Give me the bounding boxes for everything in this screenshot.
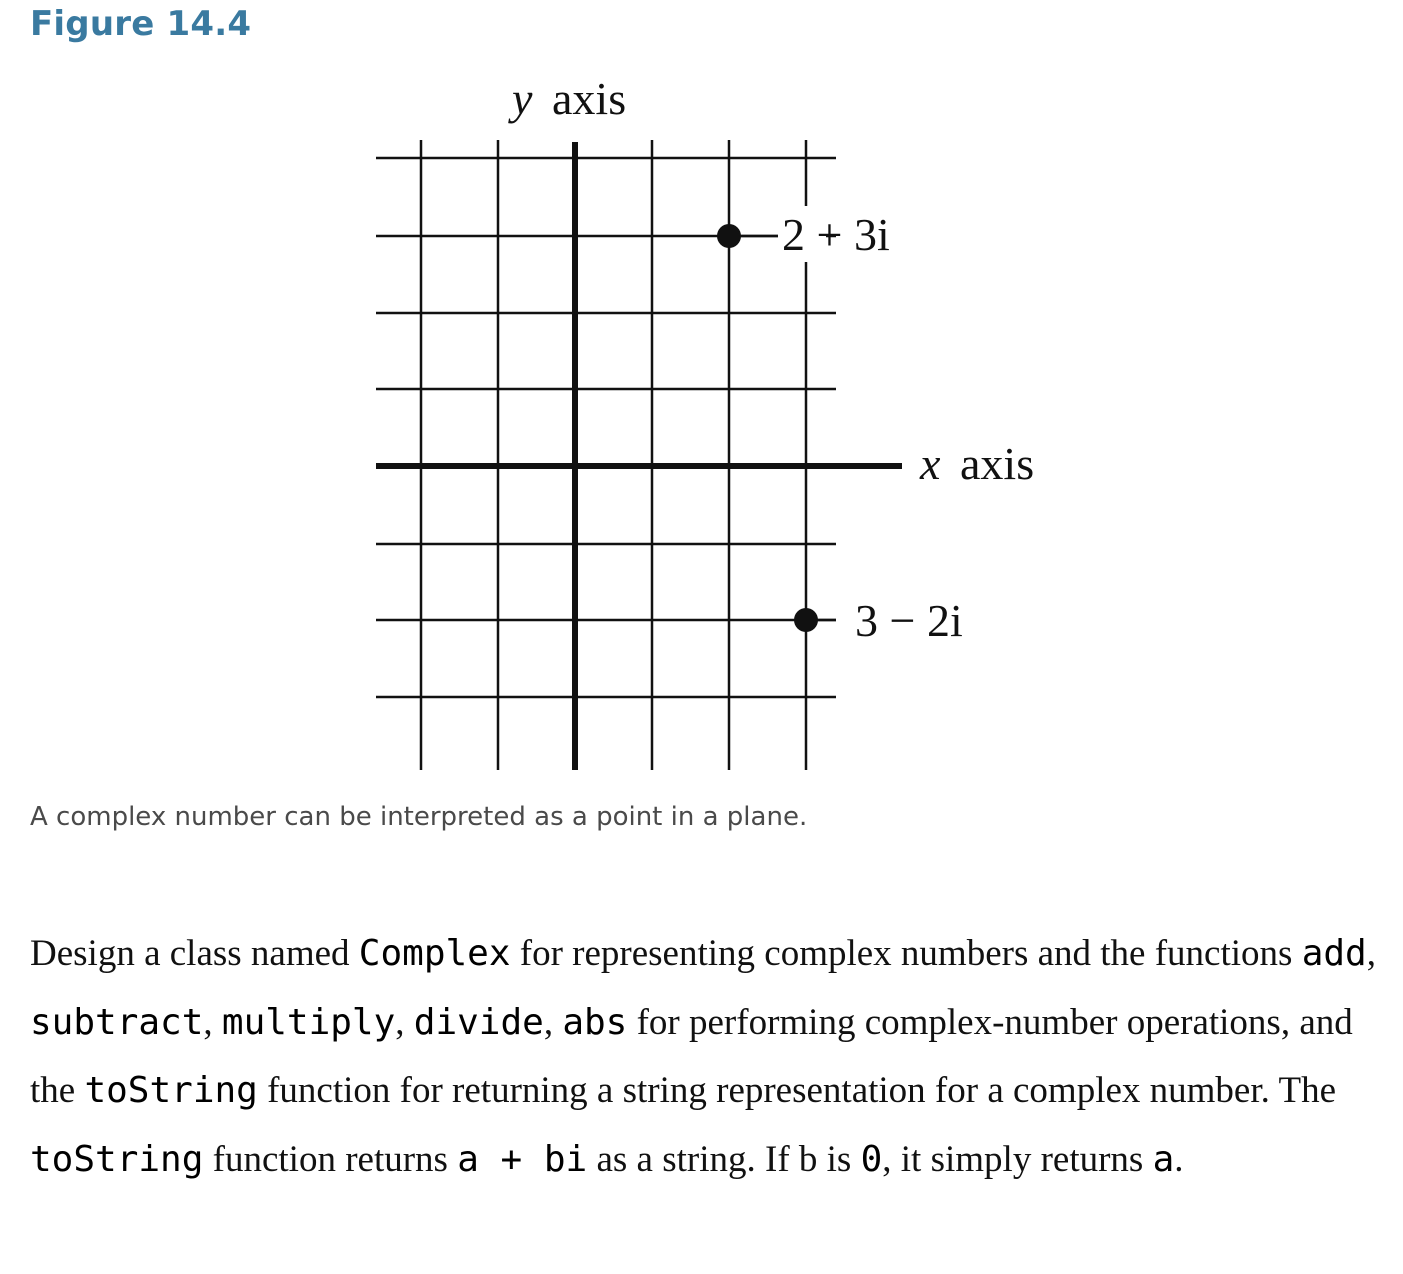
y-axis-label-var: y <box>512 73 533 124</box>
point-marker <box>717 224 741 248</box>
text-segment: for representing complex numbers and the functions <box>510 933 1302 974</box>
text-segment: , <box>395 1001 414 1043</box>
figure-caption: A complex number can be interpreted as a point in a plane. <box>30 802 808 832</box>
text-segment: function returns <box>203 1138 458 1180</box>
code-multiply: multiply <box>221 1001 396 1043</box>
code-a-plus-bi: a + bi <box>457 1138 588 1180</box>
text-segment: for performing complex-number operations, and the <box>30 1001 1353 1111</box>
text-segment: , <box>203 1001 222 1043</box>
text-segment: . <box>1174 1138 1184 1180</box>
x-axis-label-var: x <box>920 438 941 489</box>
code-tostring: toString <box>30 1138 204 1180</box>
text-segment: , <box>1366 933 1376 974</box>
y-axis-label-word: axis <box>552 73 627 124</box>
figure-title: Figure 14.4 <box>30 4 252 44</box>
grid-lines <box>376 140 836 770</box>
code-a: a <box>1152 1138 1175 1180</box>
text-segment: , <box>543 1001 563 1043</box>
text-segment: , it simply returns <box>882 1138 1153 1180</box>
exercise-text <box>30 920 1390 1194</box>
point-3-minus-2i <box>794 595 963 646</box>
text-segment: as a string. If b is <box>587 1138 861 1180</box>
point-2-plus-3i <box>717 209 890 260</box>
code-divide: divide <box>413 1001 544 1043</box>
x-axis-label <box>919 438 1034 489</box>
code-abs: abs <box>562 1001 628 1043</box>
point-label: 2 + 3i <box>782 209 890 260</box>
point-label: 3 − 2i <box>855 595 963 646</box>
point-marker <box>794 608 818 632</box>
code-subtract: subtract <box>30 1001 204 1043</box>
text-segment: function for returning a string representation for a complex number. The <box>257 1070 1336 1111</box>
code-add: add <box>1301 933 1367 974</box>
text-segment: Design a class named <box>30 933 359 974</box>
code-zero: 0 <box>860 1138 883 1180</box>
code-complex: Complex <box>358 933 511 974</box>
x-axis-label-word: axis <box>960 438 1035 489</box>
y-axis-label <box>508 73 626 124</box>
code-tostring: toString <box>84 1070 258 1111</box>
